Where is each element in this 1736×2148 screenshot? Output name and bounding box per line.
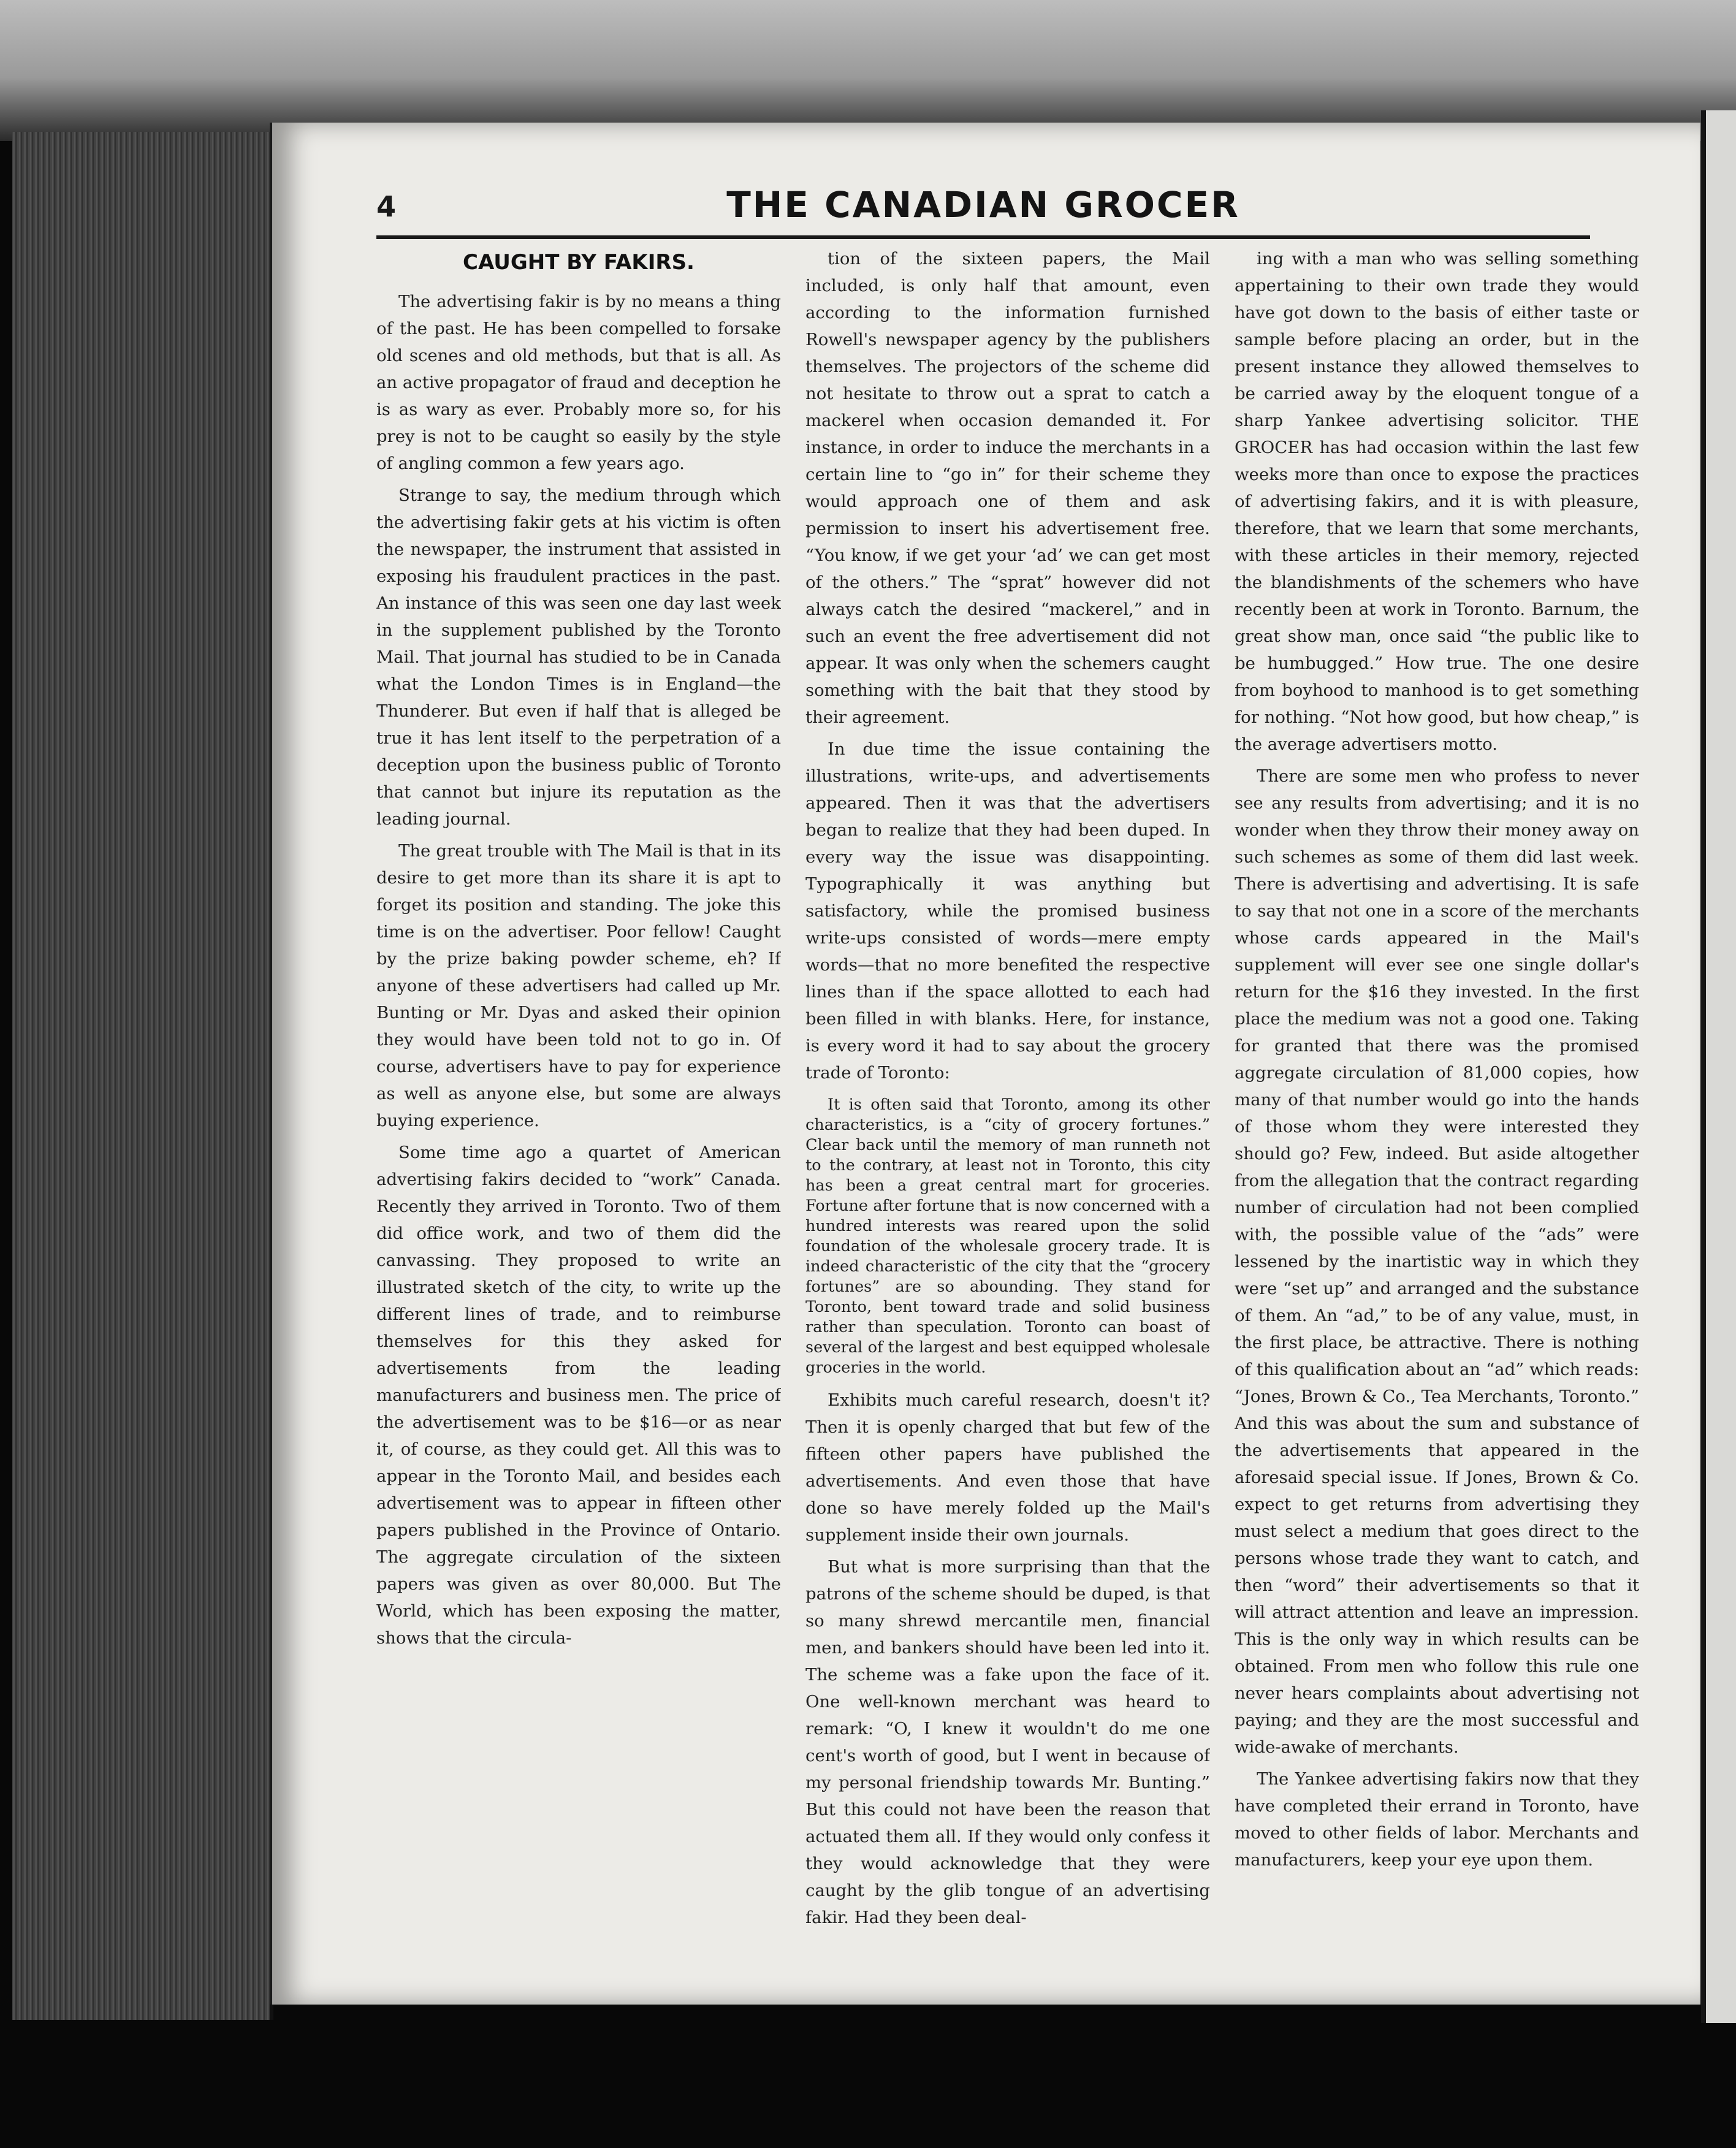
scan-background-top — [0, 0, 1736, 141]
header-rule — [376, 235, 1590, 239]
paragraph: tion of the sixteen papers, the Mail included, is only half that amount, even according to the information furnished Rowell's newspaper agency by the publishers themselves. The projectors of the scheme did not hesitate to throw out a sprat to catch a mackerel when occasion demanded it. For instance, in order to induce the merchants in a certain line to “go in” for their scheme they would approach one of them and ask permission to insert his advertisement free. “You know, if we get your ‘ad’ we can get most of the others.” The “sprat” however did not always catch the desired “mackerel,” and in such an event the free advertisement did not appear. It was only when the schemers caught something with the bait that they stood by their agreement. — [805, 249, 1210, 727]
next-page-edge — [1701, 110, 1736, 2023]
paragraph: The great trouble with The Mail is that in its desire to get more than its share it is apt to forget its position and standing. The joke this time is on the advertiser. Poor fellow! Caught by the prize baking powder scheme, eh? If anyone of these advertisers had called up Mr. Bunting or Mr. Dyas and asked their opinion they would have been told not to go in. Of course, advertisers have to pay for experience as well as anyone else, but some are always buying experience. — [376, 841, 781, 1130]
paragraph: The Yankee advertising fakirs now that they have completed their errand in Toronto, have moved to other fields of labor. Merchants and manufacturers, keep your eye upon them. — [1235, 1769, 1639, 1870]
paragraph: Some time ago a quartet of American advertising fakirs decided to “work” Canada. Recently they arrived in Toronto. Two of them did office work, and two of them did the canvassing. They proposed to write an illustrated sketch of the city, to write up the different lines of trade, and to reimburse themselves for this they asked for advertisements from the leading manufacturers and business men. The price of the advertisement was to be $16—or as near it, of course, as they could get. All this was to appear in the Toronto Mail, and besides each advertisement was to appear in fifteen other papers published in the Province of Ontario. The aggregate circulation of the sixteen papers was given as over 80,000. But The World, which has been exposing the matter, shows that the circula- — [376, 1143, 781, 1648]
quoted-excerpt: It is often said that Toronto, among its other characteristics, is a “city of grocery fortunes.” Clear back until the memory of man runneth not to the contrary, at least not in Toronto, this city has been a great central mart for groceries. Fortune after fortune that is now concerned with a hundred interests was reared upon the solid foundation of the wholesale grocery trade. It is indeed characteristic of the city that the “grocery fortunes” are so abounding. They stand for Toronto, bent toward trade and solid business rather than speculation. Toronto can boast of several of the largest and best equipped wholesale groceries in the world. — [805, 1095, 1210, 1377]
paragraph: There are some men who profess to never see any results from advertising; and it is no wonder when they throw their money away on such schemes as some of them did last week. There is advertising and advertising. It is safe to say that not one in a score of the merchants whose cards appeared in the Mail's supplement will ever see one single dollar's return for the $16 they invested. In the first place the medium was not a good one. Taking for granted that there was the promised aggregate circulation of 81,000 copies, how many of that number would go into the hands of those whom they were interested they should go? Few, indeed. But aside altogether from the allegation that the contract regarding number of circulation had not been complied with, the possible value of the “ads” were lessened by the inartistic way in which they were “set up” and arranged and the substance of them. An “ad,” to be of any value, must, in the first place, be attractive. There is nothing of this qualification about an “ad” which reads: “Jones, Brown & Co., Tea Merchants, Toronto.” And this was about the sum and substance of the advertisements that appeared in the aforesaid special issue. If Jones, Brown & Co. expect to get returns from advertising they must select a medium that goes direct to the persons whose trade they want to catch, and then “word” their advertisements so that it will attract attention and leave an impression. This is the only way in which results can be obtained. From men who follow this rule one never hears complaints about advertising not paying; and they are the most successful and wide-awake of merchants. — [1235, 766, 1639, 1757]
paragraph: The advertising fakir is by no means a thing of the past. He has been compelled to forsake old scenes and old methods, but that is all. As an active propagator of fraud and deception he is as wary as ever. Probably more so, for his prey is not to be caught so easily by the style of angling common a few years ago. — [376, 292, 781, 473]
paragraph: Strange to say, the medium through which the advertising fakir gets at his victim is often the newspaper, the instrument that assisted in exposing his fraudulent practices in the past. An instance of this was seen one day last week in the supplement published by the Toronto Mail. That journal has studied to be in Canada what the London Times is in England—the Thunderer. But even if half that is alleged be true it has lent itself to the perpetration of a deception upon the business public of Toronto that cannot but injure its reputation as the leading journal. — [376, 486, 781, 829]
newspaper-page — [270, 123, 1700, 2005]
column-2 — [805, 245, 1210, 1962]
paragraph: In due time the issue containing the illustrations, write-ups, and advertisements appeared. Then it was that the advertisers began to realize that they had been duped. In every way the issue was disappointing. Typographically it was anything but satisfactory, while the promised business write-ups consisted of words—mere empty words—that no more benefited the respective lines than if the space allotted to each had been filled in with blanks. Here, for instance, is every word it had to say about the grocery trade of Toronto: — [805, 739, 1210, 1083]
masthead: THE CANADIAN GROCER — [726, 184, 1240, 226]
paragraph: ing with a man who was selling something appertaining to their own trade they would have got down to the basis of either taste or sample before placing an order, but in the present instance they allowed themselves to be carried away by the eloquent tongue of a sharp Yankee advertising solicitor. THE GROCER has had occasion within the last few weeks more than once to expose the practices of advertising fakirs, and it is with pleasure, therefore, that we learn that some merchants, with these articles in their memory, rejected the blandishments of the schemers who have recently been at work in Toronto. Barnum, the great show man, once said “the public like to be humbugged.” How true. The one desire from boyhood to manhood is to get something for nothing. “Not how good, but how cheap,” is the average advertisers motto. — [1235, 249, 1639, 754]
paragraph: Exhibits much careful research, doesn't it? Then it is openly charged that but few of the fifteen other papers have published the advertisements. And even those that have done so have merely folded up the Mail's supplement inside their own journals. — [805, 1390, 1210, 1545]
bound-volume-page-edges — [12, 132, 273, 2020]
paragraph: But what is more surprising than that the patrons of the scheme should be duped, is that so many shrewd mercantile men, financial men, and bankers should have been led into it. The scheme was a fake upon the face of it. One well-known merchant was heard to remark: “O, I knew it wouldn't do me one cent's worth of good, but I went in because of my personal friendship towards Mr. Bunting.” But this could not have been the reason that actuated them all. If they would only confess it they would acknowledge that they were caught by the glib tongue of an advertising fakir. Had they been deal- — [805, 1557, 1210, 1927]
column-1 — [376, 245, 781, 1962]
column-3 — [1235, 245, 1639, 1962]
page-header — [376, 159, 1590, 233]
article-title: CAUGHT BY FAKIRS. — [463, 250, 695, 275]
page-number: 4 — [376, 190, 397, 223]
